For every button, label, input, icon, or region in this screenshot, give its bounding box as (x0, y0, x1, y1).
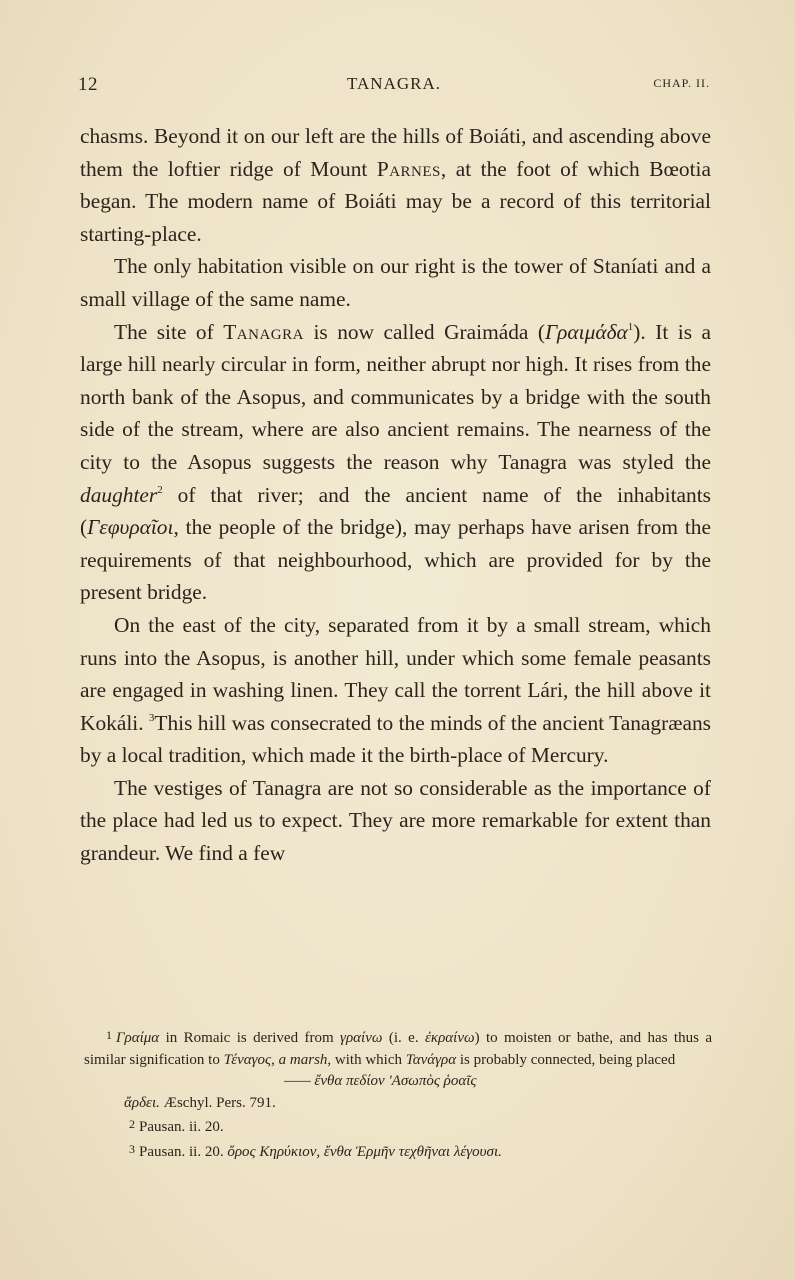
greek-word: Γραιμάδα (545, 319, 628, 344)
footnote-quote-line-1: —— ἔνθα πεδίον 'Ασωπὸς ῥοαῖς (284, 1073, 477, 1089)
main-text (80, 120, 711, 870)
footnotes (84, 1025, 712, 1163)
italic-word: daughter (80, 482, 158, 507)
place-name-tanagra: Tanagra (223, 319, 304, 344)
footnote-1: $^1$ Γραίμα in Romaic is derived from γραίνω (i. e. ἐκραίνω) to moisten or bathe, and has thus a similar signification to Τέναγος, a marsh, with which Τανάγρα is probably connected, being placed (84, 1028, 712, 1068)
paragraph-4: On the east of the city, separated from it by a small stream, which runs into the Asopus, is another hill, under which some female peasants are engaged in washing linen. They call the torrent Lári, the hill above it Kokáli. $^3$This hill was consecrated to the minds of the ancient Tanagræans by a local tradition, which made it the birth-place of Mercury. (80, 612, 711, 768)
footnote-ref-2[interactable]: 2 (157, 483, 163, 496)
footnote-ref-1[interactable]: 1 (627, 320, 634, 333)
running-header (78, 74, 710, 98)
place-name-parnes: Parnes (376, 156, 441, 181)
paragraph-5: The vestiges of Tanagra are not so considerable as the importance of the place had led us to expect. They are more remarkable for extent than grandeur. We find a few (80, 775, 711, 866)
footnote-quote-line-2: ἄρδει. Æschyl. Pers. 791. (124, 1094, 276, 1111)
greek-word: Γεφυραῖοι (87, 515, 174, 540)
paragraph-3: The site of Tanagra is now called Graimáda (Γραιμάδα$^1$). It is a large hill nearly circular in form, neither abrupt nor high. It rises from the north bank of the Asopus, and communicates by a bridge with the south side of the stream, where are also ancient remains. The nearness of the city to the Asopus suggests the reason why Tanagra was styled the daughter$^2$ of that river; and the ancient name of the inhabitants (Γεφυραῖοι, the people of the bridge), may perhaps have arisen from the requirements of that neighbourhood, which are provided for by the present bridge. (80, 319, 711, 605)
footnote-2: $^2$ Pausan. ii. 20. (129, 1117, 224, 1135)
running-title: TANAGRA. (347, 74, 441, 93)
page-number: 12 (78, 74, 98, 95)
footnote-3: $^3$ Pausan. ii. 20. ὄρος Κηρύκιον, ἔνθα Ἑρμῆν τεχθῆναι λέγουσι. (129, 1141, 502, 1160)
paragraph-2: The only habitation visible on our right is the tower of Staníati and a small village of the same name. (80, 254, 711, 311)
chapter-label: CHAP. II. (653, 76, 710, 90)
paragraph-1: chasms. Beyond it on our left are the hills of Boiáti, and ascending above them the loftier ridge of Mount Parnes, at the foot of which Bœotia began. The modern name of Boiáti may be a record of this territorial starting-place. (80, 124, 711, 246)
footnote-ref-3[interactable]: 3 (148, 711, 155, 724)
